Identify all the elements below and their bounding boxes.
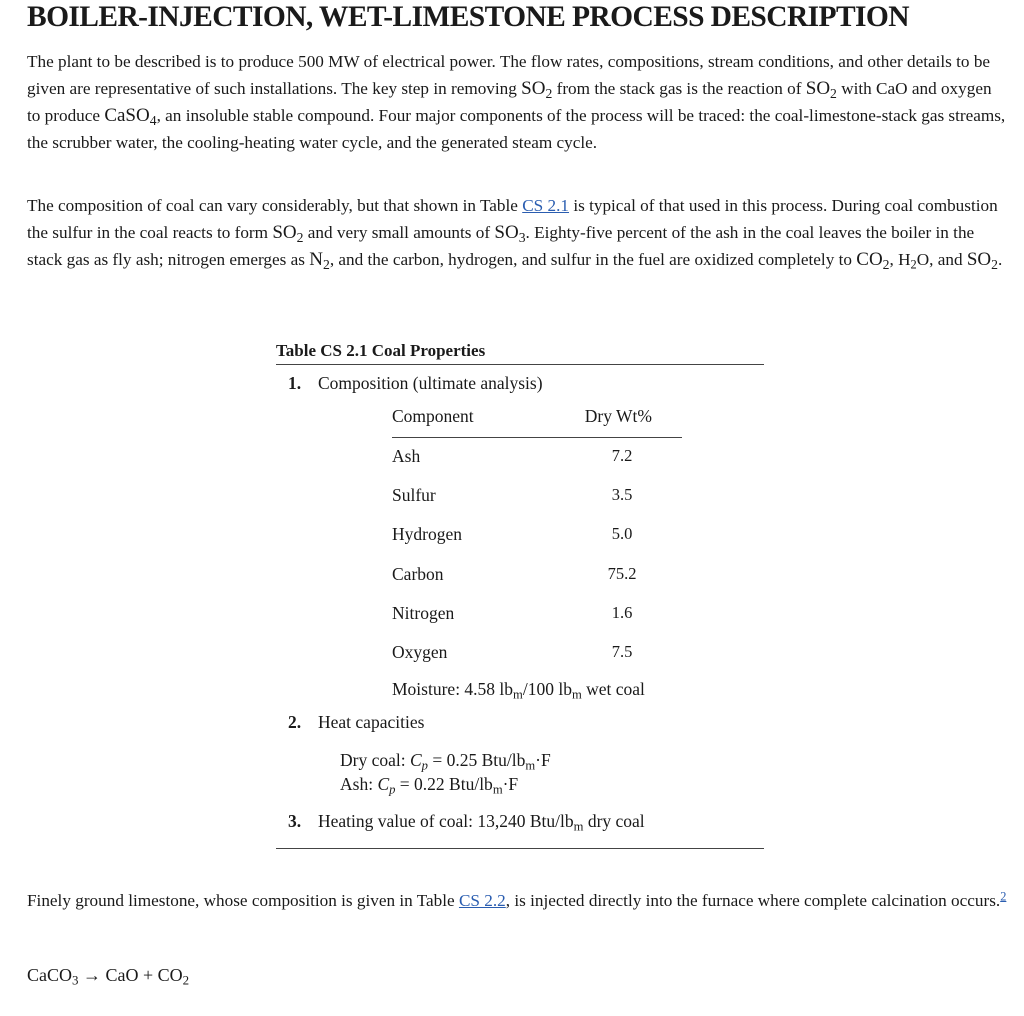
component-name: Oxygen — [392, 641, 448, 662]
dry-wt-value: 3.5 — [611, 485, 633, 505]
formula-n2: $N_2$ — [309, 249, 330, 272]
formula-so2: $SO_2$ — [272, 222, 304, 245]
section-composition: 1. Composition (ultimate analysis) — [288, 373, 543, 393]
table-cs21-link[interactable]: CS 2.1 — [522, 196, 570, 215]
header-rule — [392, 437, 682, 438]
dry-wt-value: 5.0 — [611, 524, 633, 544]
dry-wt-value: 7.2 — [611, 446, 633, 465]
formula-h2o: $H_2O$ — [898, 250, 930, 272]
table-row — [392, 601, 682, 640]
section-heat-capacities: 2. Heat capacities — [288, 712, 425, 732]
moisture-note: Moisture: 4.58 $lb_m/100$ $lb_m$ wet coal — [392, 679, 645, 702]
table-row — [392, 522, 682, 561]
formula-caso4: CaSO$_4$ — [104, 105, 157, 128]
dry-wt-value: 75.2 — [607, 563, 637, 583]
formula-so2: $SO_2$ — [521, 78, 553, 101]
component-name: Nitrogen — [392, 602, 455, 623]
component-name: Ash — [392, 446, 421, 466]
table-cs22-link[interactable]: CS 2.2 — [458, 891, 506, 910]
coal-composition-paragraph: The composition of coal can vary considerably, but that shown in Table CS 2.1 is typical of that used in this process. During coal combustion the sulfur in the coal reacts to form $SO_2$ and very small amounts of $SO_3$. Eighty-five percent of the ash in the coal leaves the boiler in the stack gas as fly ash; nitrogen emerges as $N_2$, and the carbon, hydrogen, and sulfur in the fuel are oxidized completely to $CO_2$, $H_2O$, and $SO_2$. — [27, 196, 1003, 272]
formula-so2: $SO_2$ — [805, 78, 837, 101]
table-row — [392, 640, 682, 679]
component-name: Sulfur — [392, 485, 436, 506]
ash-heat-capacity: Ash: $C_p = 0.22$ Btu/$lb_m\cdot F$ — [340, 774, 519, 797]
column-header-dry-wt: Dry Wt% — [584, 406, 652, 426]
component-name: Hydrogen — [392, 524, 462, 545]
calcination-equation: CaCO$_3$ → CaO + $CO_2$ — [27, 965, 190, 988]
table-top-rule — [276, 364, 764, 365]
composition-header — [392, 404, 682, 437]
component-name: Carbon — [392, 563, 444, 584]
composition-rows — [392, 444, 682, 679]
dry-wt-value: 7.5 — [611, 641, 633, 661]
table-caption: Table CS 2.1 Coal Properties — [276, 341, 486, 360]
section-heating-value: 3. Heating value of coal: 13,240 Btu/$lb_m$ dry coal — [288, 811, 645, 834]
table-row — [392, 444, 682, 483]
dry-coal-heat-capacity: Dry coal: $C_p = 0.25$ Btu/$lb_m\cdot F$ — [340, 750, 551, 773]
footnote-link[interactable]: 2 — [1000, 889, 1007, 904]
column-header-component: Component — [392, 406, 474, 426]
formula-so2: $SO_2$ — [966, 249, 998, 272]
limestone-paragraph: Finely ground limestone, whose composition is given in Table CS 2.2, is injected directly into the furnace where complete calcination occurs.$^2$ — [27, 889, 1007, 910]
table-row — [392, 483, 682, 522]
table-row — [392, 562, 682, 601]
page-title: BOILER-INJECTION, WET-LIMESTONE PROCESS DESCRIPTION — [27, 1, 909, 33]
intro-paragraph: The plant to be described is to produce 500 MW of electrical power. The flow rates, compositions, stream conditions, and other details to be given are representative of such installations. The key step in removing $SO_2$ from the stack gas is the reaction of $SO_2$ with CaO and oxygen to produce CaSO$_4$, an insoluble stable compound. Four major components of the process will be traced: the coal-limestone-stack gas streams, the scrubber water, the cooling-heating water cycle, and the generated steam cycle. — [27, 52, 1006, 152]
table-bottom-rule — [276, 848, 764, 849]
formula-co2: $CO_2$ — [856, 249, 890, 272]
formula-so3: $SO_3$ — [494, 222, 526, 245]
dry-wt-value: 1.6 — [611, 602, 633, 622]
